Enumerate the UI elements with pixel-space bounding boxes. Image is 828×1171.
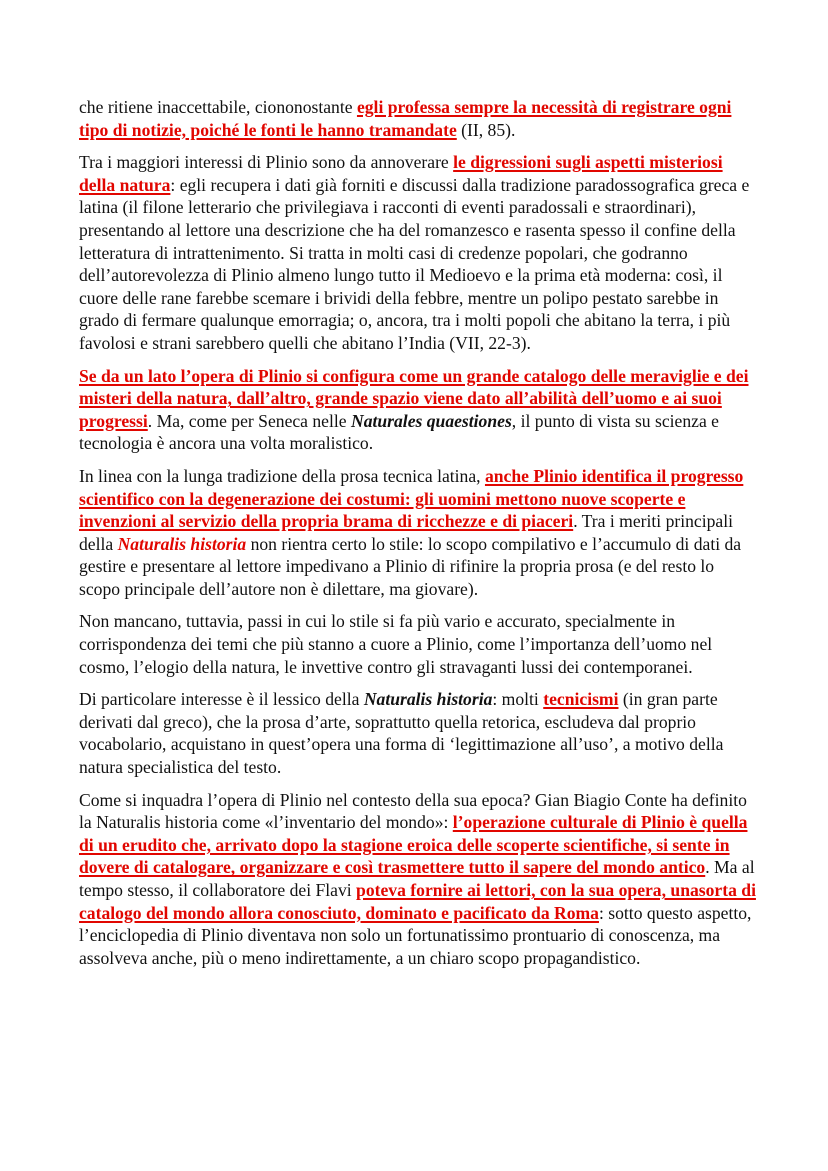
paragraph-text: Di particolare interesse è il lessico della xyxy=(79,689,364,710)
paragraph-text: non rientra certo lo stile: lo scopo compilativo e l’accumulo di dati da gestire e presentare al lettore impedivano a Plinio di rifinire la propria prosa (e del resto lo scopo principale dell’autore non è dilettare, ma giovare). xyxy=(79,533,742,599)
paragraph-text: Come si inquadra l’opera di Plinio nel contesto della sua epoca? Gian Biagio Conte ha definito la Naturalis historia come «l’inventario del mondo»: xyxy=(79,789,747,833)
paragraph xyxy=(79,96,759,141)
document-page xyxy=(79,96,759,979)
paragraph-text: che ritiene inaccettabile, ciononostante xyxy=(79,97,357,117)
paragraph-text: In linea con la lunga tradizione della prosa tecnica latina, xyxy=(79,465,485,486)
highlighted-text: le digressioni sugli aspetti misteriosi della natura xyxy=(79,152,723,195)
paragraph-text: . Tra i meriti principali della xyxy=(79,511,733,554)
paragraph-text: : egli recupera i dati già forniti e discussi dalla tradizione paradossografica greca e latina (il filone letterario che privilegiava i racconti di eventi paradossali e straordinari), presentando al lettore una descrizione che ha del romanzesco e rasenta spesso il confine della letteratura di intrattenimento. Si tratta in molti casi di credenze popolari, che godranno dell’autorevolezza di Plinio almeno lungo tutto il Medioevo e la prima età moderna: così, il cuore delle rane farebbe scemare i brividi della febbre, mentre un polipo pestato sarebbe in grado di fermare qualunque emorragia; o, ancora, tra i molti popoli che abitano la terra, i più favolosi e strani sarebbero quelli che abitano l’India (VII, 22-3). xyxy=(79,174,750,353)
paragraph-text: . Ma al tempo stesso, il collaboratore dei Flavi xyxy=(79,857,755,900)
paragraph-text: : molti xyxy=(492,689,544,710)
highlighted-text: poteva fornire ai lettori, con la sua opera, unasorta di catalogo del mondo allora conosciuto, dominato e pacificato da Roma xyxy=(79,880,756,923)
paragraph xyxy=(79,610,759,678)
highlighted-text: tecnicismi xyxy=(543,689,619,710)
paragraph xyxy=(79,465,759,601)
paragraph-text: (II, 85). xyxy=(456,119,516,140)
paragraph-text: , il punto di vista su scienza e tecnologia è ancora una volta moralistico. xyxy=(79,410,719,454)
paragraph-text: . Ma, come per Seneca nelle xyxy=(147,410,351,431)
work-title: Naturalis historia xyxy=(117,533,247,554)
paragraph xyxy=(79,151,759,354)
work-title: Naturales quaestiones xyxy=(350,410,512,431)
paragraph xyxy=(79,688,759,778)
paragraph-text: Tra i maggiori interessi di Plinio sono da annoverare xyxy=(79,152,454,173)
paragraph xyxy=(79,365,759,455)
highlighted-text: anche Plinio identifica il progresso scientifico con la degenerazione dei costumi: gli uomini mettono nuove scoperte e invenzioni al servizio della propria brama di ricchezze e di piaceri xyxy=(79,465,744,532)
paragraph xyxy=(79,789,759,970)
work-title: Naturalis historia xyxy=(363,689,493,710)
paragraph-text: : sotto questo aspetto, l’enciclopedia di Plinio diventava non solo un fortunatissimo prontuario di conoscenza, ma assolveva anche, più o meno indirettamente, a un chiaro scopo propagandistico. xyxy=(79,902,752,968)
highlighted-text: l’operazione culturale di Plinio è quella di un erudito che, arrivato dopo la stagione eroica delle scoperte scientifiche, si sente in dovere di catalogare, organizzare e così trasmettere tutto il sapere del mondo antico xyxy=(79,812,748,878)
paragraph-text: Non mancano, tuttavia, passi in cui lo stile si fa più vario e accurato, specialmente in corrispondenza dei temi che più stanno a cuore a Plinio, come l’importanza dell’uomo nel cosmo, l’elogio della natura, le invettive contro gli stravaganti lussi dei contemporanei. xyxy=(79,611,713,677)
highlighted-text: Se da un lato l’opera di Plinio si configura come un grande catalogo delle meraviglie e dei misteri della natura, dall’altro, grande spazio viene dato all’abilità dell’uomo e ai suoi progressi xyxy=(79,365,749,431)
paragraph-text: (in gran parte derivati dal greco), che la prosa d’arte, soprattutto quella retorica, escludeva dal proprio vocabolario, acquistano in quest’opera una forma di ‘legittimazione all’uso’, a motivo della natura specialistica del testo. xyxy=(79,689,724,778)
highlighted-text: egli professa sempre la necessità di registrare ogni tipo di notizie, poiché le fonti le hanno tramandate xyxy=(79,97,732,140)
